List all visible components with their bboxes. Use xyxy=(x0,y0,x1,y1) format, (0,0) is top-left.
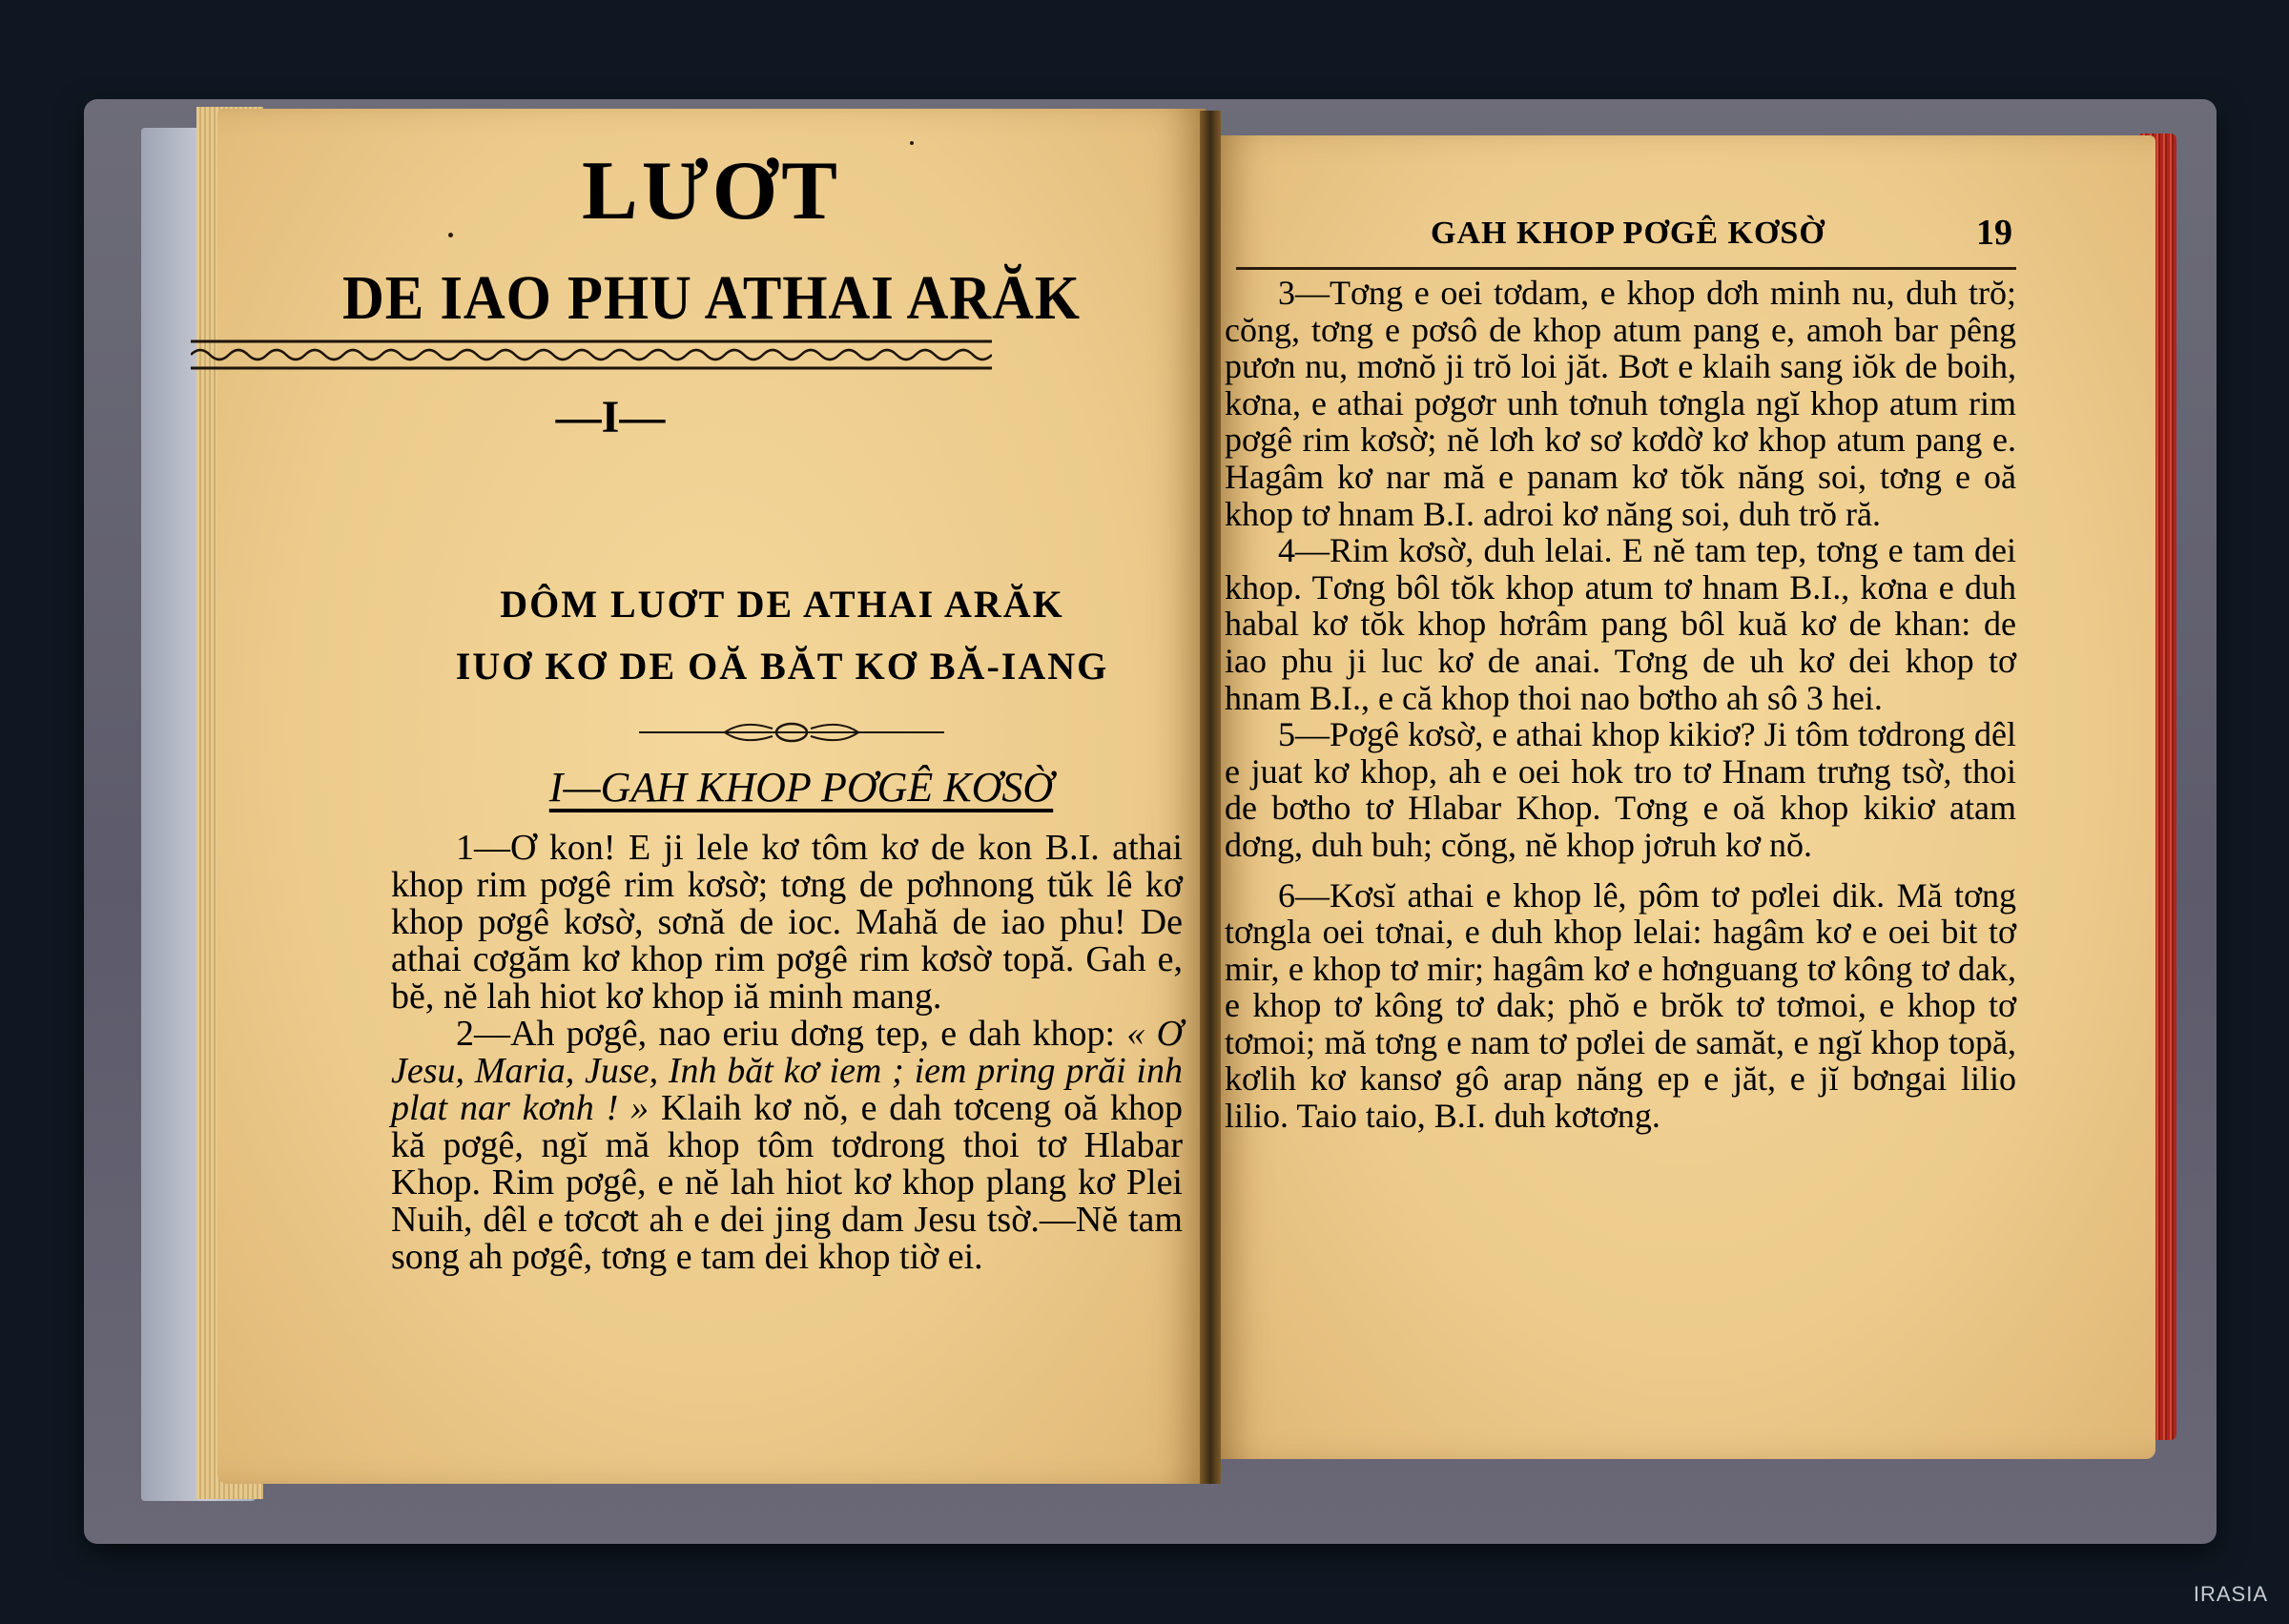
header-rule xyxy=(1236,267,2016,270)
paragraph-1: 1—Ơ kon! E ji lele kơ tôm kơ de kon B.I. athai khop rim pơgê rim kơsờ; tơng de pơhnong tŭk lê kơ khop pơgê kơsờ, sơnă de ioc. Mahă de iao phu! De athai cơgăm kơ khop rim pơgê rim kơsờ topă. Gah e, bĕ, nĕ lah hiot kơ khop iă minh mang. xyxy=(391,828,1183,1017)
paragraph-5: 5—Pơgê kơsờ, e athai khop kikiơ? Ji tôm tơdrong dêl e juat kơ khop, ah e oei hok tro tơ Hnam trưng tsờ, thoi de bơtho tơ Hlabar Khop. Tơng e oă khop kikiơ atam dơng, duh buh; cŏng, nĕ khop jơruh kơ nŏ. xyxy=(1225,715,2016,864)
subsection-heading: I—GAH KHOP PƠGÊ KƠSỜ xyxy=(548,764,1054,811)
prayer-quote: « Ơ Jesu, Maria, Juse, Inh băt kơ iem ; iem pring prăi inh plat nar kơnh ! » xyxy=(391,1014,1184,1128)
part-number: —I— xyxy=(555,392,666,442)
chapter-subtitle: DE IAO PHU ATHAI ARĂK xyxy=(342,263,1081,333)
running-header: GAH KHOP PƠGÊ KƠSỜ xyxy=(1431,216,1825,251)
ornamental-rule xyxy=(191,336,992,374)
left-page-body xyxy=(391,830,1183,1276)
page-number: 19 xyxy=(1976,213,2012,253)
chapter-title: LƯƠT xyxy=(582,145,841,237)
paragraph-4: 4—Rim kơsờ, duh lelai. E nĕ tam tep, tơng e tam dei khop. Tơng bôl tŏk khop atum tơ hnam B.I., kơna e duh habal kơ tŏk khop hơrâm pang bôl kuă kơ de khan: de iao phu ji luc kơ de anai. Tơng de uh kơ dei khop tơ hnam B.I., e că khop thoi nao bơtho ah sô 3 hei. xyxy=(1225,531,2016,717)
book-gutter xyxy=(1200,111,1221,1484)
watermark-label: IRASIA xyxy=(2193,1582,2268,1606)
right-page-body xyxy=(1225,275,2016,1135)
paragraph-3: 3—Tơng e oei tơdam, e khop dơh minh nu, duh trŏ; cŏng, tơng e pơsô de khop atum pang e, amoh bar pêng pươn nu, mơnŏ ji trŏ loi jăt. Bơt e klaih sang iŏk de boih, kơna, e athai pơgơr unh tơnuh tơngla ngĭ khop atum rim pơgê rim kơsờ; nĕ lơh kơ sơ kơdờ kơ khop atum pang e. Hagâm kơ nar mă e panam kơ tŏk năng soi, tơng e oă khop tơ hnam B.I. adroi kơ năng soi, duh trŏ ră. xyxy=(1225,274,2016,533)
paragraph-2 xyxy=(391,1016,1183,1276)
paragraph-6: 6—Kơsĭ athai e khop lê, pôm tơ pơlei dik. Mă tơng tơngla oei tơnai, e duh khop lelai: hagâm kơ e oei bit tơ mir, e khop tơ mir; hagâm kơ e hơnguang tơ kông tơ dak, e khop tơ kông tơ dak; phŏ e brŏk tơ tơmoi, e khop tơ tơmoi; mă tơng e nam tơ pơlei de samăt, e ngĭ khop topă, kơlih kơ kansơ gô arap năng ep e jăt, e jĭ bơngai lilio lilio. Taio taio, B.I. duh kơtơng. xyxy=(1225,875,2016,1136)
section-heading-line-1: DÔM LUƠT DE ATHAI ARĂK xyxy=(500,583,1064,626)
flourish-divider xyxy=(639,715,944,750)
section-heading-line-2: IUƠ KƠ DE OĂ BĂT KƠ BĂ-IANG xyxy=(455,645,1109,688)
paragraph-2-lead: 2—Ah pơgê, nao eriu dơng tep, e dah khop: xyxy=(456,1014,1116,1054)
paragraph-2-rest: Klaih kơ nŏ, e dah tơceng oă khop kă pơgê, ngĭ mă khop tôm tơdrong thoi tơ Hlabar Khop. Rim pơgê, e nĕ lah hiot kơ khop plang kơ Plei Nuih, dêl e tơcơt ah e dei jing dam Jesu tsờ.—Nĕ tam song ah pơgê, tơng e tam dei khop tiờ ei. xyxy=(391,1088,1183,1277)
